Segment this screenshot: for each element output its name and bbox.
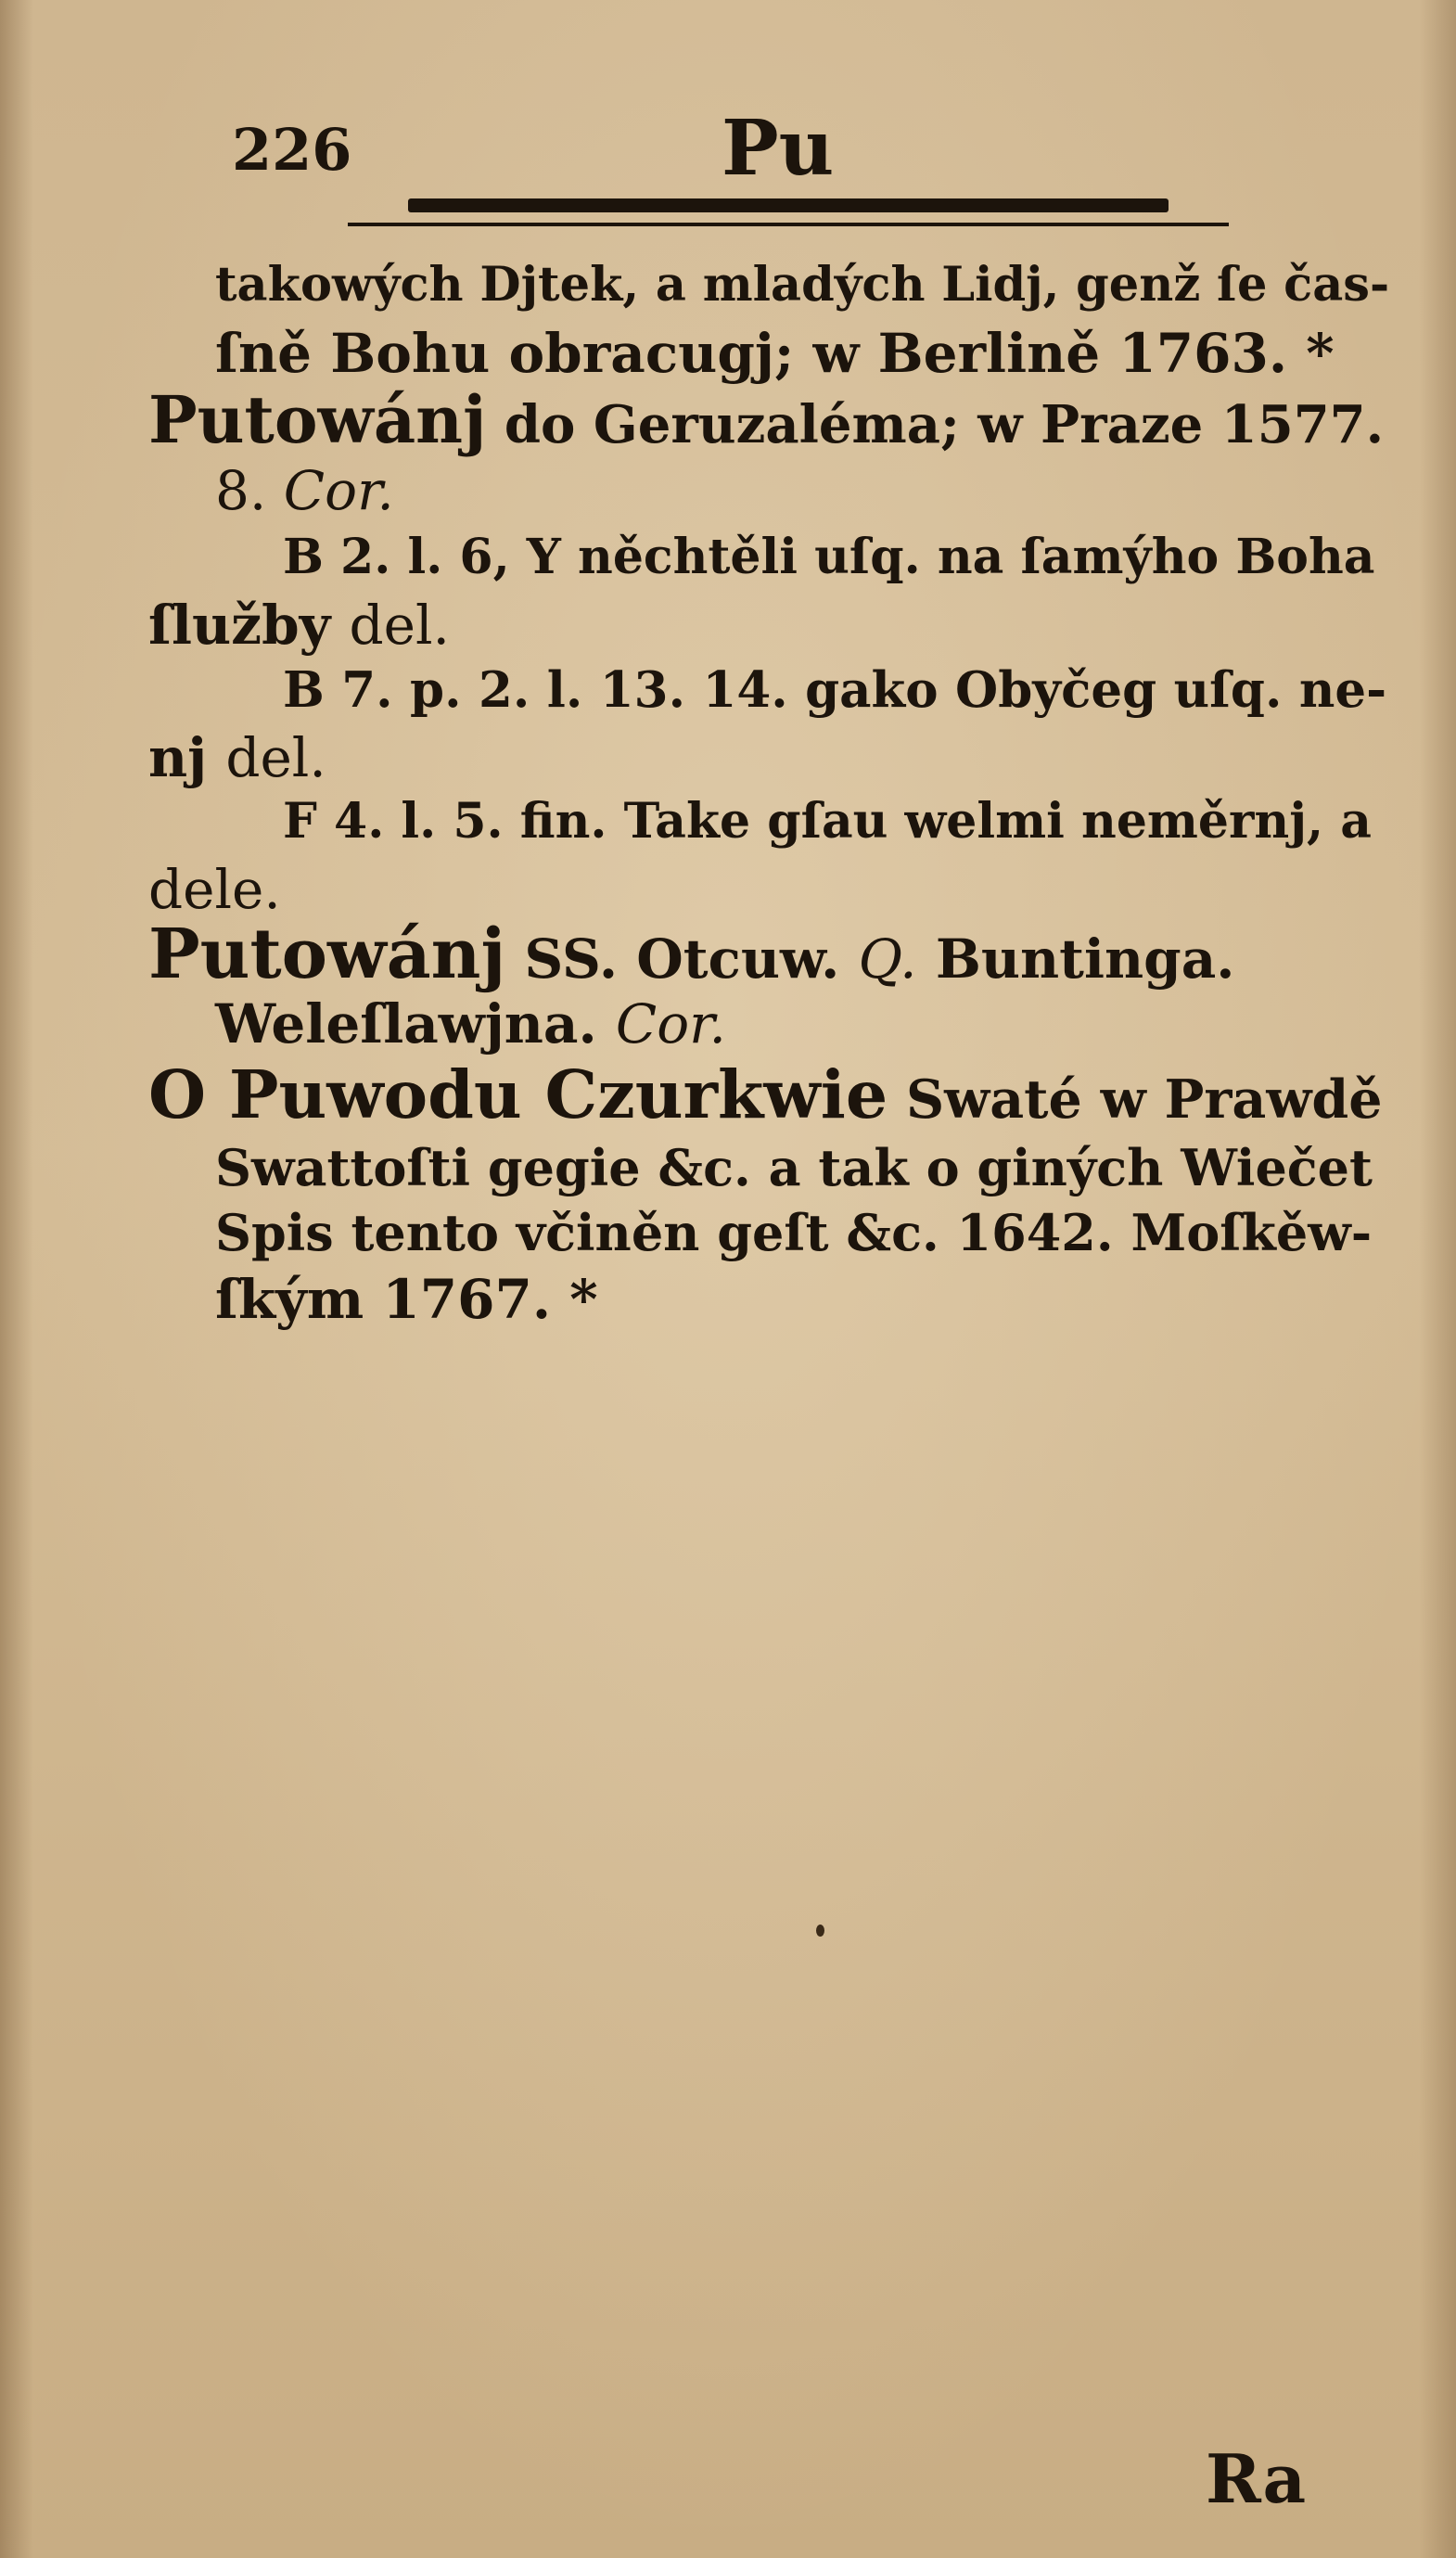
text-span: ſkým 1767. * [215,1268,598,1331]
entry-heading: Putowánj [148,914,506,994]
text-span: Cor. [283,459,394,522]
text-line [148,1055,1383,1133]
text-line [215,257,1390,313]
text-span: 8. [215,459,284,522]
catchword: Ra [1206,2439,1307,2518]
text-span: F 4. l. 5. fin. Take gſau welmi neměrnj, a [283,793,1372,850]
text-span: SS. Otcuw. [505,927,859,991]
text-line [148,594,450,657]
text-span: del. [225,726,326,789]
text-span: Spis tento včiněn geſt &c. 1642. Moſkěw- [215,1203,1373,1262]
text-line [215,322,1335,385]
page-number: 226 [232,116,352,184]
text-span: B 2. l. 6, Y něchtěli uſq. na ſamýho Boha [283,529,1375,585]
text-span: ſně Bohu obracugj; w Berlině 1763. * [215,322,1335,385]
text-line [215,1138,1373,1197]
header-rule-thick [408,198,1169,212]
text-span: takowých Djtek, a mladých Lidj, genž ſe čas- [215,257,1390,313]
text-line [215,992,726,1055]
page-edge-shadow-left [0,0,33,2558]
header-rule-thin [348,223,1229,226]
text-line [283,529,1375,585]
page-edge-shadow-right [1419,0,1456,2558]
text-span: B 7. p. 2. l. 13. 14. gako Obyčeg uſq. ne- [283,661,1387,719]
text-span: Swattoſti gegie &c. a tak o giných Wiečet [215,1138,1373,1197]
text-span: dele. [148,858,281,921]
entry-initial: O [148,1055,229,1133]
text-line [283,793,1372,850]
entry-heading: Puwodu Czurkwie [228,1055,888,1133]
text-span: del. [349,594,450,657]
text-span: nj [148,726,226,789]
text-line [215,1203,1373,1262]
text-span: ſlužby [148,594,350,657]
text-line [148,858,281,921]
text-line [283,661,1387,719]
running-head: Pu [722,104,835,193]
text-span: do Geruzaléma; w Praze 1577. [486,394,1385,455]
text-line [148,726,326,789]
text-span: Swaté w Prawdě [888,1068,1383,1131]
ink-speck [816,1925,824,1937]
text-line [215,1268,598,1331]
text-line [215,459,394,522]
text-line [148,914,1235,994]
text-span: Q. [858,927,917,991]
entry-heading: Putowánj [148,381,487,458]
text-line [148,381,1385,458]
text-span: Weleſlawjna. [215,992,616,1055]
text-span: Cor. [615,992,726,1055]
text-span: Buntinga. [916,927,1235,991]
